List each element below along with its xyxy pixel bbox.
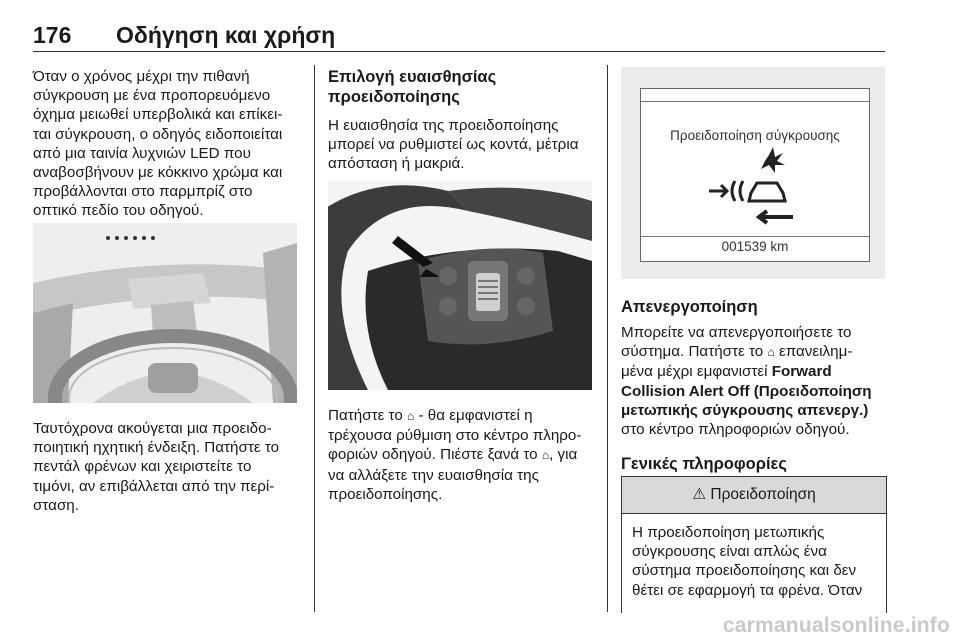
text-line: Ταυτόχρονα ακούγεται μια προειδο- (33, 420, 272, 437)
watermark: carmanualsonline.info (722, 614, 950, 637)
collision-alert-button-icon: ⌂ (767, 345, 775, 360)
header-rule (33, 51, 885, 52)
text-fragment: Πατήστε το (328, 407, 403, 424)
text-line: αναβοσβήνουν με κόκκινο χρώμα και (33, 164, 283, 182)
dashboard-drawing (33, 223, 297, 403)
warning-header (622, 477, 886, 514)
display-screen (640, 88, 870, 262)
deactivation-paragraph (621, 323, 885, 439)
text-line: σταση. (33, 496, 79, 514)
text-line: από μια ταινία λυχνιών LED που (33, 144, 251, 162)
column-2 (328, 67, 600, 174)
page-header (33, 22, 885, 52)
text-line: ποιητική ηχητική ένδειξη. Πατήστε το (33, 439, 280, 457)
text-line: να αλλάξετε την ευαισθησία της (328, 466, 539, 484)
press-button-paragraph (328, 406, 600, 504)
text-fragment: μένα μέχρι εμφανιστεί (621, 363, 768, 381)
warning-triangle-icon: ⚠ (692, 486, 707, 503)
text-line: Μπορείτε να απενεργοποιήσετε το (621, 324, 852, 341)
display-title: Προειδοποίηση σύγκρουσης (670, 128, 840, 143)
text-line: οπτικό πεδίο του οδηγού. (33, 202, 204, 220)
column-divider-1 (314, 65, 315, 612)
heading-line: προειδοποίησης (328, 88, 460, 106)
windscreen-led-illustration (33, 223, 297, 403)
text-line: Η ευαισθησία της προειδοποίησης (328, 117, 559, 134)
odometer-reading: 001539 km (721, 239, 789, 254)
warning-text (632, 523, 876, 600)
text-line: απόσταση ή μακριά. (328, 155, 465, 173)
text-line: προειδοποίησης. (328, 485, 443, 503)
text-line: Όταν ο χρόνος μέχρι την πιθανή (33, 68, 250, 85)
column-1 (33, 67, 305, 221)
heading-line: Επιλογή ευαισθησίας (328, 68, 497, 86)
column-2-lower (328, 406, 600, 504)
text-line: Η προειδοποίηση μετωπικής (632, 524, 825, 541)
sensitivity-paragraph (328, 116, 600, 174)
collision-warning-icon (705, 147, 805, 227)
text-line: σύγκρουσης είναι απλώς ένα (632, 543, 827, 561)
text-line: μπορεί να ρυθμιστεί ως κοντά, μέτρια (328, 136, 579, 154)
text-line: μετωπικής σύγκρουσης απενεργ.) (621, 401, 869, 419)
text-line: σύγκρουση με ένα προπορευόμενο (33, 87, 271, 105)
column-divider-2 (607, 65, 608, 612)
column-3 (621, 297, 885, 474)
text-fragment: φοριών οδηγού. Πιέστε ξανά το (328, 446, 538, 464)
text-line: ται σύγκρουση, ο οδηγός ειδοποιείται (33, 125, 283, 143)
chapter-title: Οδήγηση και χρήση (116, 22, 336, 48)
intro-paragraph (33, 67, 305, 221)
section-heading-general: Γενικές πληροφορίες (621, 455, 787, 474)
text-fragment: , για (549, 446, 578, 464)
warning-box (621, 476, 887, 613)
text-fragment: σύστημα. Πατήστε το (621, 343, 764, 361)
alert-paragraph (33, 419, 305, 515)
text-line: προβάλλονται στο παρμπρίζ στο (33, 183, 253, 201)
warning-body (622, 514, 886, 600)
section-heading-deactivation: Απενεργοποίηση (621, 298, 758, 316)
text-line: πεντάλ φρένων και χειριστείτε το (33, 458, 252, 476)
text-line: τιμόνι, αν επιβάλλεται από την περί- (33, 477, 275, 495)
warning-label: Προειδοποίηση (710, 486, 816, 503)
text-line: θέτει σε εφαρμογή τα φρένα. Όταν (632, 581, 863, 599)
section-heading-sensitivity (328, 67, 600, 107)
text-line: Collision Alert Off (Προειδοποίηση (621, 382, 872, 400)
driver-info-display-illustration (621, 67, 885, 279)
collision-alert-button-icon: ⌂ (407, 409, 415, 423)
text-line: στο κέντρο πληροφοριών οδηγού. (621, 421, 850, 439)
page-number: 176 (33, 22, 72, 48)
steering-wheel-button-illustration (328, 181, 592, 390)
text-line: τρέχουσα ρύθμιση στο κέντρο πληρο- (328, 427, 582, 445)
text-fragment: Forward (771, 363, 832, 381)
text-line: όχημα μειωθεί υπερβολικά και επίκει- (33, 106, 283, 124)
column-1-lower (33, 419, 305, 515)
text-fragment: επανειλημ- (778, 343, 853, 361)
text-line: σύστημα προειδοποίησης και δεν (632, 562, 857, 580)
steering-wheel-drawing (328, 181, 592, 390)
collision-alert-button-icon: ⌂ (541, 448, 550, 463)
text-fragment: - θα εμφανιστεί η (418, 407, 533, 424)
